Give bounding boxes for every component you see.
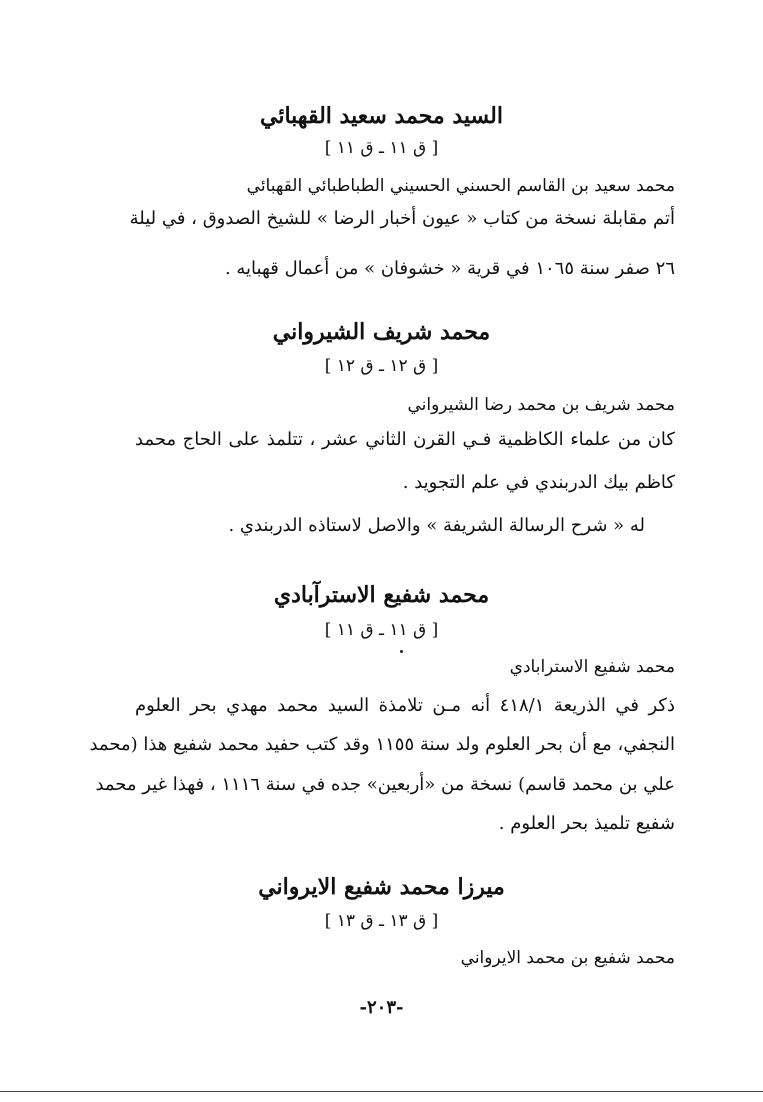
- entry-body-line: شفيع تلميذ بحر العلوم .: [498, 813, 675, 834]
- stray-dot: [400, 650, 403, 653]
- entry-title: السيد محمد سعيد القهبائي: [260, 103, 503, 129]
- entry-title: محمد شفيع الاسترآبادي: [273, 582, 490, 608]
- entry-body-line: أتم مقابلة نسخة من كتاب « عيون أخبار الرضا » للشيخ الصدوق ، في ليلة: [129, 208, 675, 229]
- entry-full-name: محمد شفيع الاسترابادي: [509, 657, 675, 677]
- entry-body-line: ٢٦ صفر سنة ١٠٦٥ في قرية « خشوفان » من أعمال قهبايه .: [224, 258, 675, 279]
- entry-date-range: [ ق ١١ ـ ق ١١ ]: [324, 138, 439, 158]
- entry-date-range: [ ق ١١ ـ ق ١١ ]: [324, 620, 439, 640]
- entry-full-name: محمد شريف بن محمد رضا الشيرواني: [407, 395, 675, 415]
- entry-title: محمد شريف الشيرواني: [272, 319, 491, 345]
- entry-body-line: كاظم بيك الدربندي في علم التجويد .: [402, 472, 675, 493]
- entry-full-name: محمد شفيع بن محمد الايرواني: [460, 948, 675, 968]
- entry-date-range: [ ق ١٢ ـ ق ١٢ ]: [324, 356, 439, 376]
- entry-date-range: [ ق ١٣ ـ ق ١٣ ]: [324, 911, 439, 931]
- bottom-border-line: [0, 1091, 763, 1092]
- page-number: -٢٠٣-: [359, 997, 404, 1018]
- entry-full-name: محمد سعيد بن القاسم الحسني الحسيني الطباطبائي القهبائي: [246, 176, 675, 196]
- entry-body-line: كان من علماء الكاظمية فـي القرن الثاني عشر ، تتلمذ على الحاج محمد: [135, 429, 675, 450]
- entry-body-line: له « شرح الرسالة الشريفة » والاصل لاستاذه الدربندي .: [228, 515, 645, 536]
- entry-title: ميرزا محمد شفيع الايرواني: [258, 874, 505, 900]
- entry-body-line: ذكر في الذريعة ٤١٨/١ أنه مـن تلامذة السيد محمد مهدي بحر العلوم: [135, 695, 676, 716]
- entry-body-line: النجفي، مع أن بحر العلوم ولد سنة ١١٥٥ وقد كتب حفيد محمد شفيع هذا (محمد: [89, 734, 675, 755]
- entry-body-line: علي بن محمد قاسم) نسخة من «أربعين» جده في سنة ١١١٦ ، فهذا غير محمد: [95, 774, 675, 795]
